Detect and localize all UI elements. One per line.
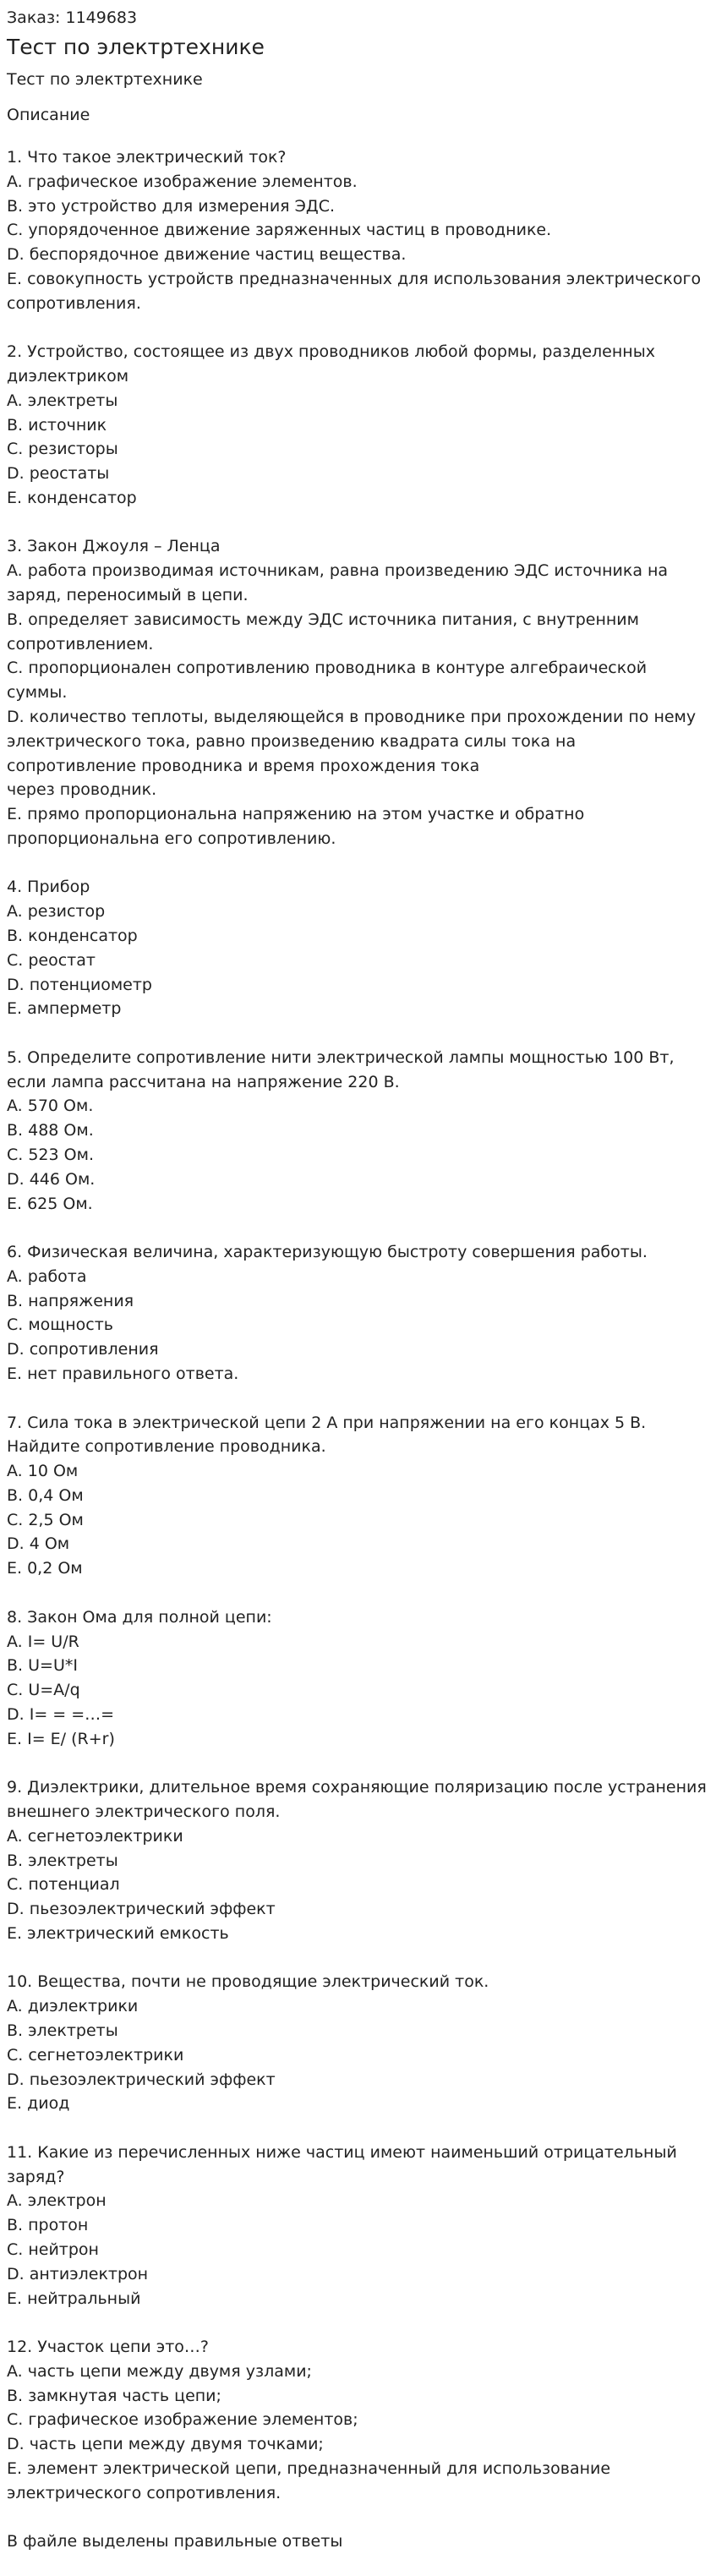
question-line: C. 523 Ом. (7, 1145, 94, 1164)
questions-list (7, 145, 709, 2506)
question-line: E. диод (7, 2094, 70, 2114)
question-line: E. 625 Ом. (7, 1194, 93, 1213)
question-line: C. пропорционален сопротивлению проводника в контуре алгебраической (7, 659, 648, 678)
description-label: Описание (7, 106, 90, 124)
question-line: через проводник. (7, 780, 157, 800)
question-block (7, 340, 709, 510)
question-line: E. нет правильного ответа. (7, 1364, 239, 1383)
question-line: заряд, переносимый в цепи. (7, 586, 249, 605)
question-text: 11. Какие из перечисленных ниже частиц имеют наименьший отрицательный (7, 2142, 677, 2162)
question-line: C. U=A/q (7, 1681, 80, 1700)
question-line: B. 0,4 Ом (7, 1485, 84, 1505)
question-block (7, 534, 709, 850)
question-line: суммы. (7, 683, 68, 703)
question-text: 5. Определите сопротивление нити электрической лампы мощностью 100 Вт, (7, 1047, 675, 1067)
question-line: A. 10 Ом (7, 1462, 79, 1481)
question-line: B. определяет зависимость между ЭДС источника питания, с внутренним (7, 610, 639, 629)
question-line: A. диэлектрики (7, 1997, 139, 2016)
question-text: 12. Участок цепи это…? (7, 2338, 209, 2357)
question-line: D. пьезоэлектрический эффект (7, 1900, 276, 1919)
page-subtitle: Тест по электртехнике (7, 70, 203, 89)
question-line: C. графическое изображение элементов; (7, 2410, 358, 2430)
question-line: если лампа рассчитана на напряжение 220 В. (7, 1072, 400, 1091)
question-line: E. прямо пропорциональна напряжению на этом участке и обратно (7, 805, 585, 824)
question-text: 7. Сила тока в электрической цепи 2 А при напряжении на его концах 5 В. (7, 1413, 647, 1432)
question-line: B. это устройство для измерения ЭДС. (7, 196, 336, 216)
question-block (7, 1605, 709, 1752)
footer-note: В файле выделены правильные ответы (7, 2532, 343, 2551)
question-line: C. реостат (7, 950, 96, 970)
question-line: A. работа (7, 1266, 87, 1286)
question-line: B. U=U*I (7, 1656, 78, 1676)
question-line: B. 488 Ом. (7, 1121, 94, 1140)
question-line: A. графическое изображение элементов. (7, 172, 358, 191)
question-line: B. конденсатор (7, 926, 138, 945)
question-line: B. электреты (7, 1851, 118, 1870)
question-line: электрического тока, равно произведению квадрата силы тока на (7, 731, 577, 751)
question-block (7, 2141, 709, 2311)
question-line: A. электреты (7, 391, 118, 410)
question-text: 6. Физическая величина, характеризующую быстроту совершения работы. (7, 1243, 648, 1262)
question-block (7, 1970, 709, 2116)
question-line: C. упорядоченное движение заряженных частиц в проводнике. (7, 221, 552, 240)
question-line: A. электрон (7, 2191, 107, 2211)
question-text: 1. Что такое электрический ток? (7, 148, 287, 167)
question-line: C. нейтрон (7, 2240, 99, 2260)
question-text: 9. Диэлектрики, длительное время сохраняющие поляризацию после устранения (7, 1778, 707, 1797)
question-line: электрического сопротивления. (7, 2483, 281, 2502)
question-line: D. часть цепи между двумя точками; (7, 2435, 324, 2454)
question-line: B. источник (7, 415, 107, 435)
question-text: 10. Вещества, почти не проводящие электрический ток. (7, 1972, 489, 1992)
question-block (7, 2335, 709, 2505)
question-text: 3. Закон Джоуля – Ленца (7, 537, 221, 556)
question-line: E. совокупность устройств предназначенных для использования электрического (7, 269, 702, 288)
question-line: D. количество теплоты, выделяющейся в проводнике при прохождении по нему (7, 707, 697, 726)
question-line: A. работа производимая источникам, равна произведению ЭДС источника на (7, 561, 669, 581)
question-block (7, 1240, 709, 1386)
question-line: B. протон (7, 2216, 89, 2235)
question-line: D. сопротивления (7, 1340, 159, 1359)
question-line: C. 2,5 Ом (7, 1510, 84, 1529)
question-line: E. электрический емкость (7, 1923, 229, 1943)
question-line: диэлектриком (7, 367, 129, 386)
question-text: 2. Устройство, состоящее из двух проводников любой формы, разделенных (7, 342, 655, 362)
question-line: E. конденсатор (7, 488, 137, 507)
question-line: E. амперметр (7, 999, 122, 1019)
question-line: E. элемент электрической цепи, предназначенный для использование (7, 2459, 611, 2479)
question-line: B. электреты (7, 2021, 118, 2041)
question-line: D. потенциометр (7, 975, 152, 994)
question-line: C. потенциал (7, 1875, 120, 1895)
question-block (7, 1411, 709, 1581)
question-line: D. пьезоэлектрический эффект (7, 2070, 276, 2089)
question-line: сопротивления. (7, 293, 141, 313)
question-line: E. I= E/ (R+r) (7, 1729, 115, 1748)
question-line: Найдите сопротивление проводника. (7, 1437, 326, 1457)
question-text: 4. Прибор (7, 878, 90, 897)
question-block (7, 1775, 709, 1945)
question-line: A. резистор (7, 902, 106, 922)
question-line: сопротивлением. (7, 634, 154, 654)
question-line: внешнего электрического поля. (7, 1802, 281, 1821)
question-line: сопротивление проводника и время прохождения тока (7, 756, 480, 775)
question-block (7, 1046, 709, 1216)
question-line: D. 4 Ом (7, 1534, 70, 1554)
question-line: D. 446 Ом. (7, 1169, 96, 1189)
question-line: A. сегнетоэлектрики (7, 1826, 183, 1846)
question-line: заряд? (7, 2167, 65, 2186)
question-line: D. I= = =…= (7, 1704, 115, 1724)
order-number: Заказ: 1149683 (7, 8, 138, 27)
question-line: D. беспорядочное движение частиц вещества. (7, 245, 407, 265)
question-line: A. часть цепи между двумя узлами; (7, 2361, 312, 2381)
page-title: Тест по электртехнике (7, 35, 265, 59)
question-line: C. резисторы (7, 440, 118, 459)
question-block (7, 875, 709, 1021)
question-line: B. замкнутая часть цепи; (7, 2386, 221, 2405)
question-line: B. напряжения (7, 1291, 134, 1310)
question-line: A. 570 Ом. (7, 1097, 94, 1116)
question-line: C. сегнетоэлектрики (7, 2045, 184, 2065)
question-block (7, 145, 709, 315)
question-line: пропорциональна его сопротивлению. (7, 829, 336, 848)
question-line: D. антиэлектрон (7, 2264, 149, 2283)
question-text: 8. Закон Ома для полной цепи: (7, 1607, 272, 1627)
question-line: E. 0,2 Ом (7, 1559, 83, 1578)
question-line: D. реостаты (7, 464, 110, 484)
question-line: E. нейтральный (7, 2289, 141, 2308)
question-line: A. I= U/R (7, 1632, 79, 1651)
question-line: C. мощность (7, 1315, 113, 1335)
